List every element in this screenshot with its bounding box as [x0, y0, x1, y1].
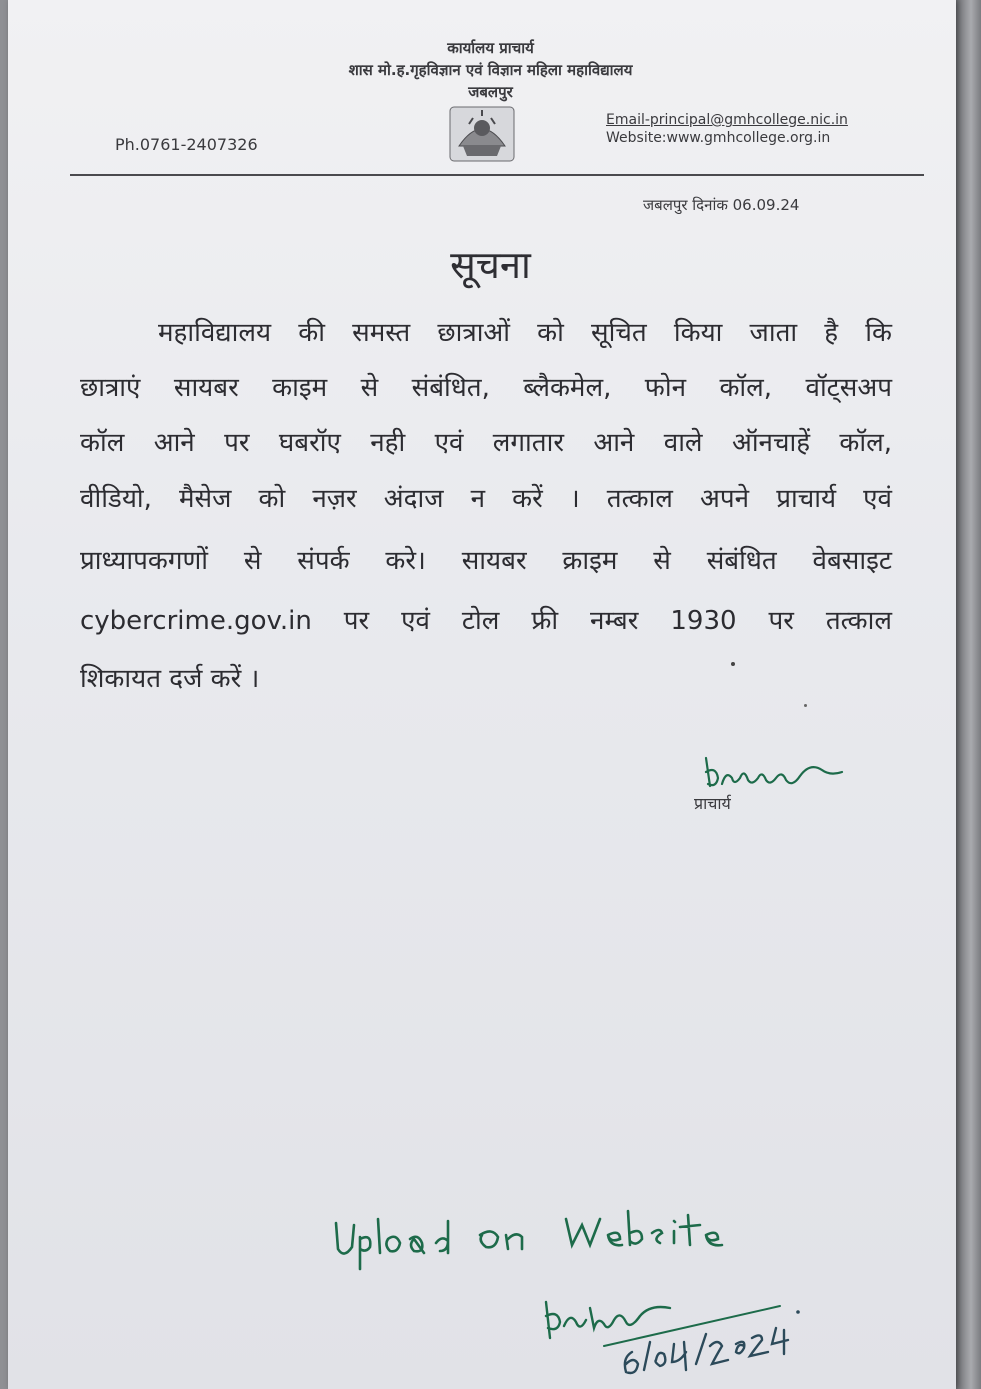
- principal-signature: [700, 748, 850, 798]
- notice-line-6: cybercrime.gov.in पर एवं टोल फ्री नम्बर 1930 पर तत्काल: [80, 606, 892, 636]
- phone-number: Ph.0761-2407326: [115, 135, 258, 154]
- header-divider: [70, 174, 924, 176]
- handwritten-upload-note: [330, 1195, 750, 1275]
- paper-speck: [804, 704, 807, 707]
- notice-line-2: छात्राएं सायबर काइम से संबंधित, ब्लैकमेल, फोन कॉल, वॉट्सअप: [80, 373, 892, 403]
- signatory-title: प्राचार्य: [694, 794, 731, 813]
- notice-line-3: कॉल आने पर घबरॉए नही एवं लगातार आने वाले ऑनचाहें कॉल,: [80, 428, 892, 458]
- notice-line-5: प्राध्यापकगणों से संपर्क करे। सायबर क्राइम से संबंधित वेबसाइट: [80, 546, 892, 576]
- notice-title: सूचना: [450, 243, 531, 287]
- office-title: कार्यालय प्राचार्य: [447, 39, 534, 57]
- website-link[interactable]: Website:www.gmhcollege.org.in: [606, 130, 831, 146]
- notice-page: [8, 0, 956, 1389]
- notice-line-7: शिकायत दर्ज करें ।: [80, 664, 260, 694]
- college-city: जबलपुर: [468, 83, 513, 101]
- college-name: शास मो.ह.गृहविज्ञान एवं विज्ञान महिला महाविद्यालय: [348, 61, 633, 79]
- notice-date: जबलपुर दिनांक 06.09.24: [643, 196, 800, 214]
- notice-line-4: वीडियो, मैसेज को नज़र अंदाज न करें । तत्काल अपने प्राचार्य एवं: [80, 484, 892, 514]
- background-edge: [956, 0, 981, 1389]
- email-link[interactable]: Email-principal@gmhcollege.nic.in: [606, 112, 848, 128]
- handwritten-date-signature: [540, 1280, 810, 1380]
- college-crest-icon: [449, 106, 515, 162]
- notice-line-1: महाविद्यालय की समस्त छात्राओं को सूचित किया जाता है कि: [158, 318, 892, 348]
- paper-speck: [731, 662, 735, 666]
